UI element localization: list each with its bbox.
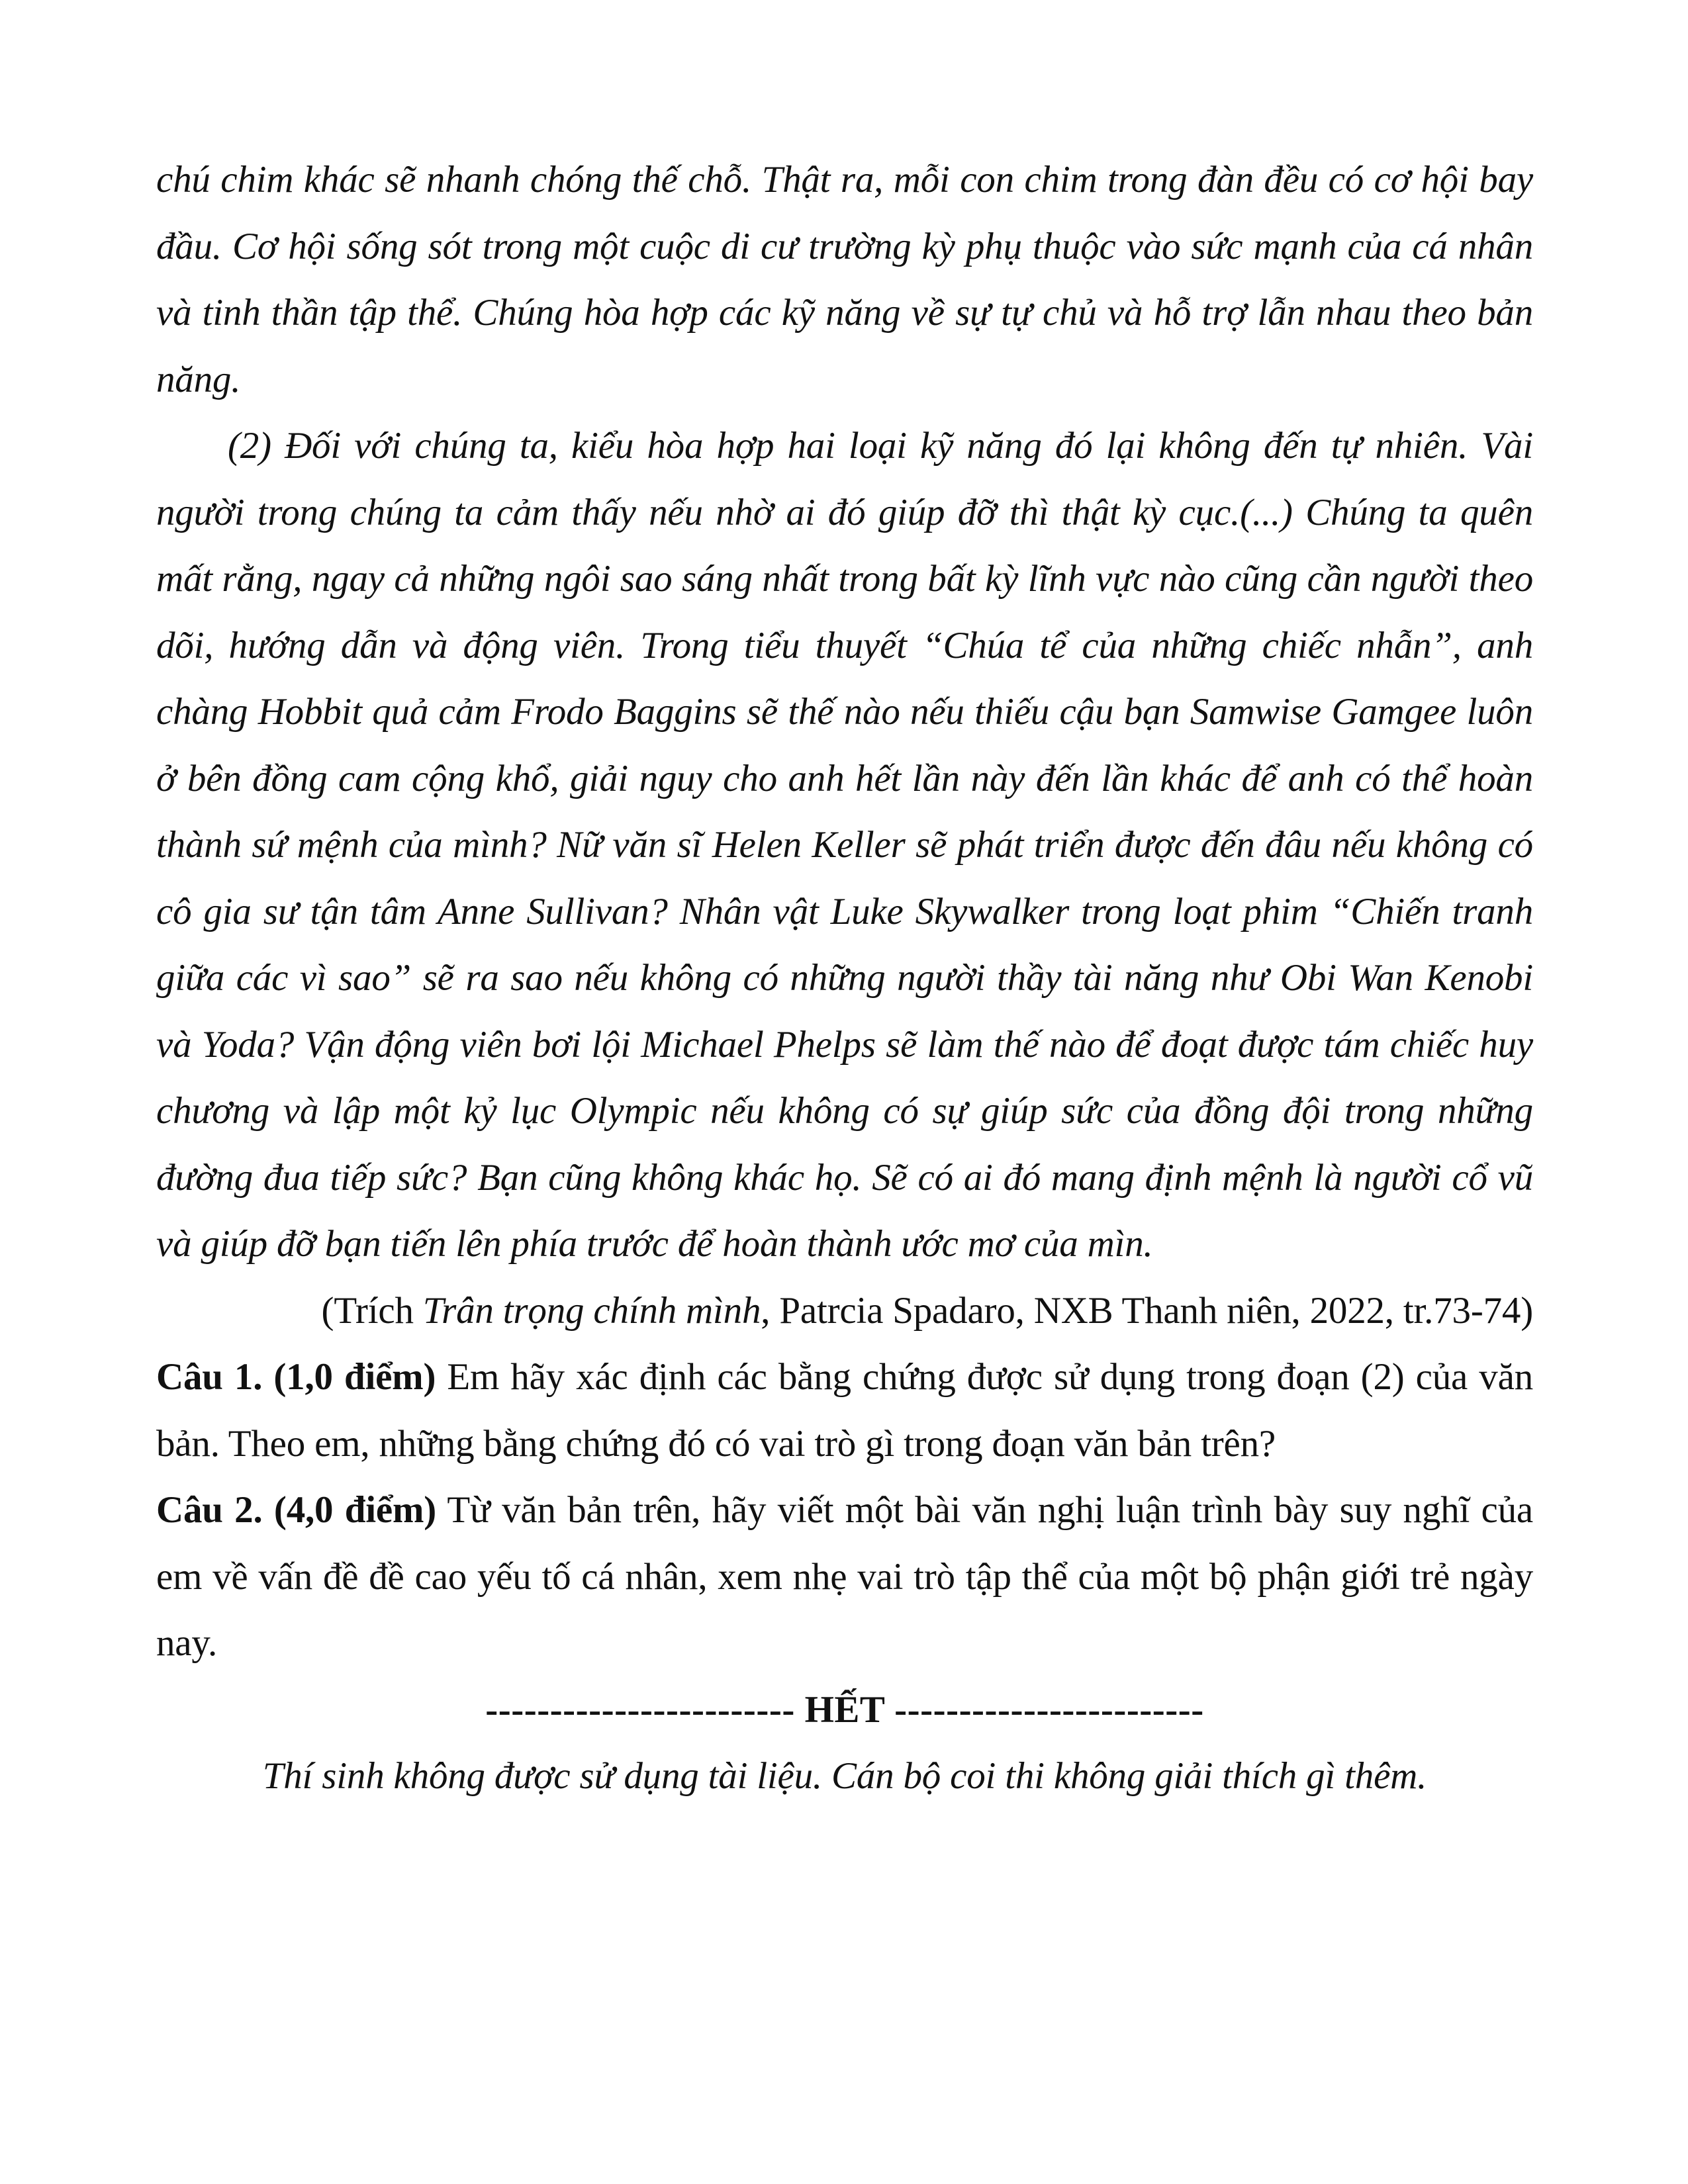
question-2-label: Câu 2. (4,0 điểm): [156, 1489, 437, 1531]
question-1-label: Câu 1. (1,0 điểm): [156, 1356, 436, 1398]
end-marker: ------------------------ HẾT ------------------------: [485, 1688, 1204, 1731]
citation-prefix: (Trích: [321, 1289, 423, 1332]
question-2-text: Từ văn bản trên, hãy viết một bài văn nghị luận trình bày suy nghĩ của em về vấn đề đề cao yếu tố cá nhân, xem nhẹ vai trò tập thể của một bộ phận giới trẻ ngày nay.: [156, 1489, 1533, 1664]
footer-note: Thí sinh không được sử dụng tài liệu. Cán bộ coi thi không giải thích gì thêm.: [262, 1755, 1427, 1797]
citation-suffix: , Patrcia Spadaro, NXB Thanh niên, 2022, tr.73-74): [761, 1289, 1533, 1332]
exam-page: [156, 147, 1533, 1810]
question-1-text: Em hãy xác định các bằng chứng được sử dụng trong đoạn (2) của văn bản. Theo em, những bằng chứng đó có vai trò gì trong đoạn văn bản trên?: [156, 1356, 1533, 1465]
source-citation: [156, 1278, 1533, 1345]
passage-paragraph-2: (2) Đối với chúng ta, kiểu hòa hợp hai loại kỹ năng đó lại không đến tự nhiên. Vài người trong chúng ta cảm thấy nếu nhờ ai đó giúp đỡ thì thật kỳ cục.(...) Chúng ta quên mất rằng, ngay cả những ngôi sao sáng nhất trong bất kỳ lĩnh vực nào cũng cần người theo dõi, hướng dẫn và động viên. Trong tiểu thuyết “Chúa tể của những chiếc nhẫn”, anh chàng Hobbit quả cảm Frodo Baggins sẽ thế nào nếu thiếu cậu bạn Samwise Gamgee luôn ở bên đồng cam cộng khổ, giải nguy cho anh hết lần này đến lần khác để anh có thể hoàn thành sứ mệnh của mình? Nữ văn sĩ Helen Keller sẽ phát triển được đến đâu nếu không có cô gia sư tận tâm Anne Sullivan? Nhân vật Luke Skywalker trong loạt phim “Chiến tranh giữa các vì sao” sẽ ra sao nếu không có những người thầy tài năng như Obi Wan Kenobi và Yoda? Vận động viên bơi lội Michael Phelps sẽ làm thế nào để đoạt được tám chiếc huy chương và lập một kỷ lục Olympic nếu không có sự giúp sức của đồng đội trong những đường đua tiếp sức? Bạn cũng không khác họ. Sẽ có ai đó mang định mệnh là người cổ vũ và giúp đỡ bạn tiến lên phía trước để hoàn thành ước mơ của mìn.: [156, 425, 1533, 1265]
question-1: [156, 1344, 1533, 1477]
passage-paragraph-continued: chú chim khác sẽ nhanh chóng thế chỗ. Thật ra, mỗi con chim trong đàn đều có cơ hội bay đầu. Cơ hội sống sót trong một cuộc di cư trường kỳ phụ thuộc vào sức mạnh của cá nhân và tinh thần tập thể. Chúng hòa hợp các kỹ năng về sự tự chủ và hỗ trợ lẫn nhau theo bản năng.: [156, 159, 1533, 400]
citation-book-title: Trân trọng chính mình: [422, 1289, 761, 1332]
question-2: [156, 1477, 1533, 1677]
